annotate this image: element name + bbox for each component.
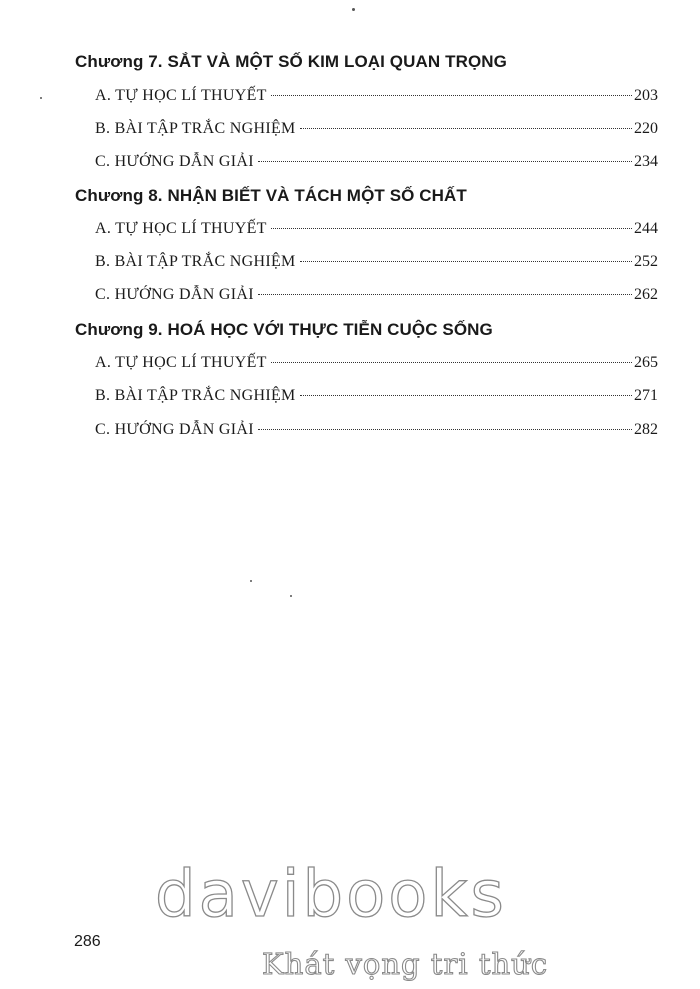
watermark-brand-logo: davibooks: [155, 858, 507, 932]
dot-leader: [258, 294, 632, 295]
dot-leader: [271, 228, 632, 229]
scan-speck: [250, 580, 252, 582]
toc-entry-page: 262: [634, 286, 658, 303]
dot-leader: [258, 429, 632, 430]
dot-leader: [258, 161, 632, 162]
chapter-8-title: Chương 8. NHẬN BIẾT VÀ TÁCH MỘT SỐ CHẤT: [75, 186, 467, 205]
toc-entry-label: C. HƯỚNG DẪN GIẢI: [95, 421, 254, 438]
toc-entry-page: 234: [634, 153, 658, 170]
dot-leader: [271, 362, 632, 363]
toc-entry-page: 282: [634, 421, 658, 438]
toc-entry-label: A. TỰ HỌC LÍ THUYẾT: [95, 220, 267, 237]
toc-entry-ch8-b[interactable]: [95, 253, 658, 271]
toc-entry-page: 252: [634, 253, 658, 270]
toc-entry-ch8-a[interactable]: [95, 220, 658, 238]
toc-entry-ch9-b[interactable]: [95, 387, 658, 405]
dot-leader: [300, 395, 632, 396]
scan-speck: [290, 595, 292, 597]
dot-leader: [300, 128, 632, 129]
toc-entry-page: 271: [634, 387, 658, 404]
toc-entry-page: 203: [634, 87, 658, 104]
toc-entry-page: 244: [634, 220, 658, 237]
scan-speck: [40, 97, 42, 99]
toc-entry-page: 220: [634, 120, 658, 137]
toc-entry-label: B. BÀI TẬP TRẮC NGHIỆM: [95, 120, 296, 137]
chapter-9-title: Chương 9. HOÁ HỌC VỚI THỰC TIỄN CUỘC SỐNG: [75, 320, 493, 339]
toc-entry-ch8-c[interactable]: [95, 286, 658, 304]
chapter-7-title: Chương 7. SẮT VÀ MỘT SỐ KIM LOẠI QUAN TRỌNG: [75, 52, 507, 71]
toc-entry-ch9-c[interactable]: [95, 421, 658, 439]
toc-entry-label: C. HƯỚNG DẪN GIẢI: [95, 286, 254, 303]
dot-leader: [271, 95, 632, 96]
toc-entry-label: A. TỰ HỌC LÍ THUYẾT: [95, 87, 267, 104]
watermark-slogan: Khát vọng tri thức: [262, 947, 549, 981]
page-number: 286: [74, 933, 101, 950]
scan-speck: [352, 8, 355, 11]
toc-entry-label: A. TỰ HỌC LÍ THUYẾT: [95, 354, 267, 371]
toc-entry-ch7-a[interactable]: [95, 87, 658, 105]
toc-entry-label: B. BÀI TẬP TRẮC NGHIỆM: [95, 387, 296, 404]
toc-entry-ch9-a[interactable]: [95, 354, 658, 372]
dot-leader: [300, 261, 632, 262]
toc-entry-label: C. HƯỚNG DẪN GIẢI: [95, 153, 254, 170]
toc-entry-ch7-c[interactable]: [95, 153, 658, 171]
toc-entry-page: 265: [634, 354, 658, 371]
toc-entry-label: B. BÀI TẬP TRẮC NGHIỆM: [95, 253, 296, 270]
toc-entry-ch7-b[interactable]: [95, 120, 658, 138]
